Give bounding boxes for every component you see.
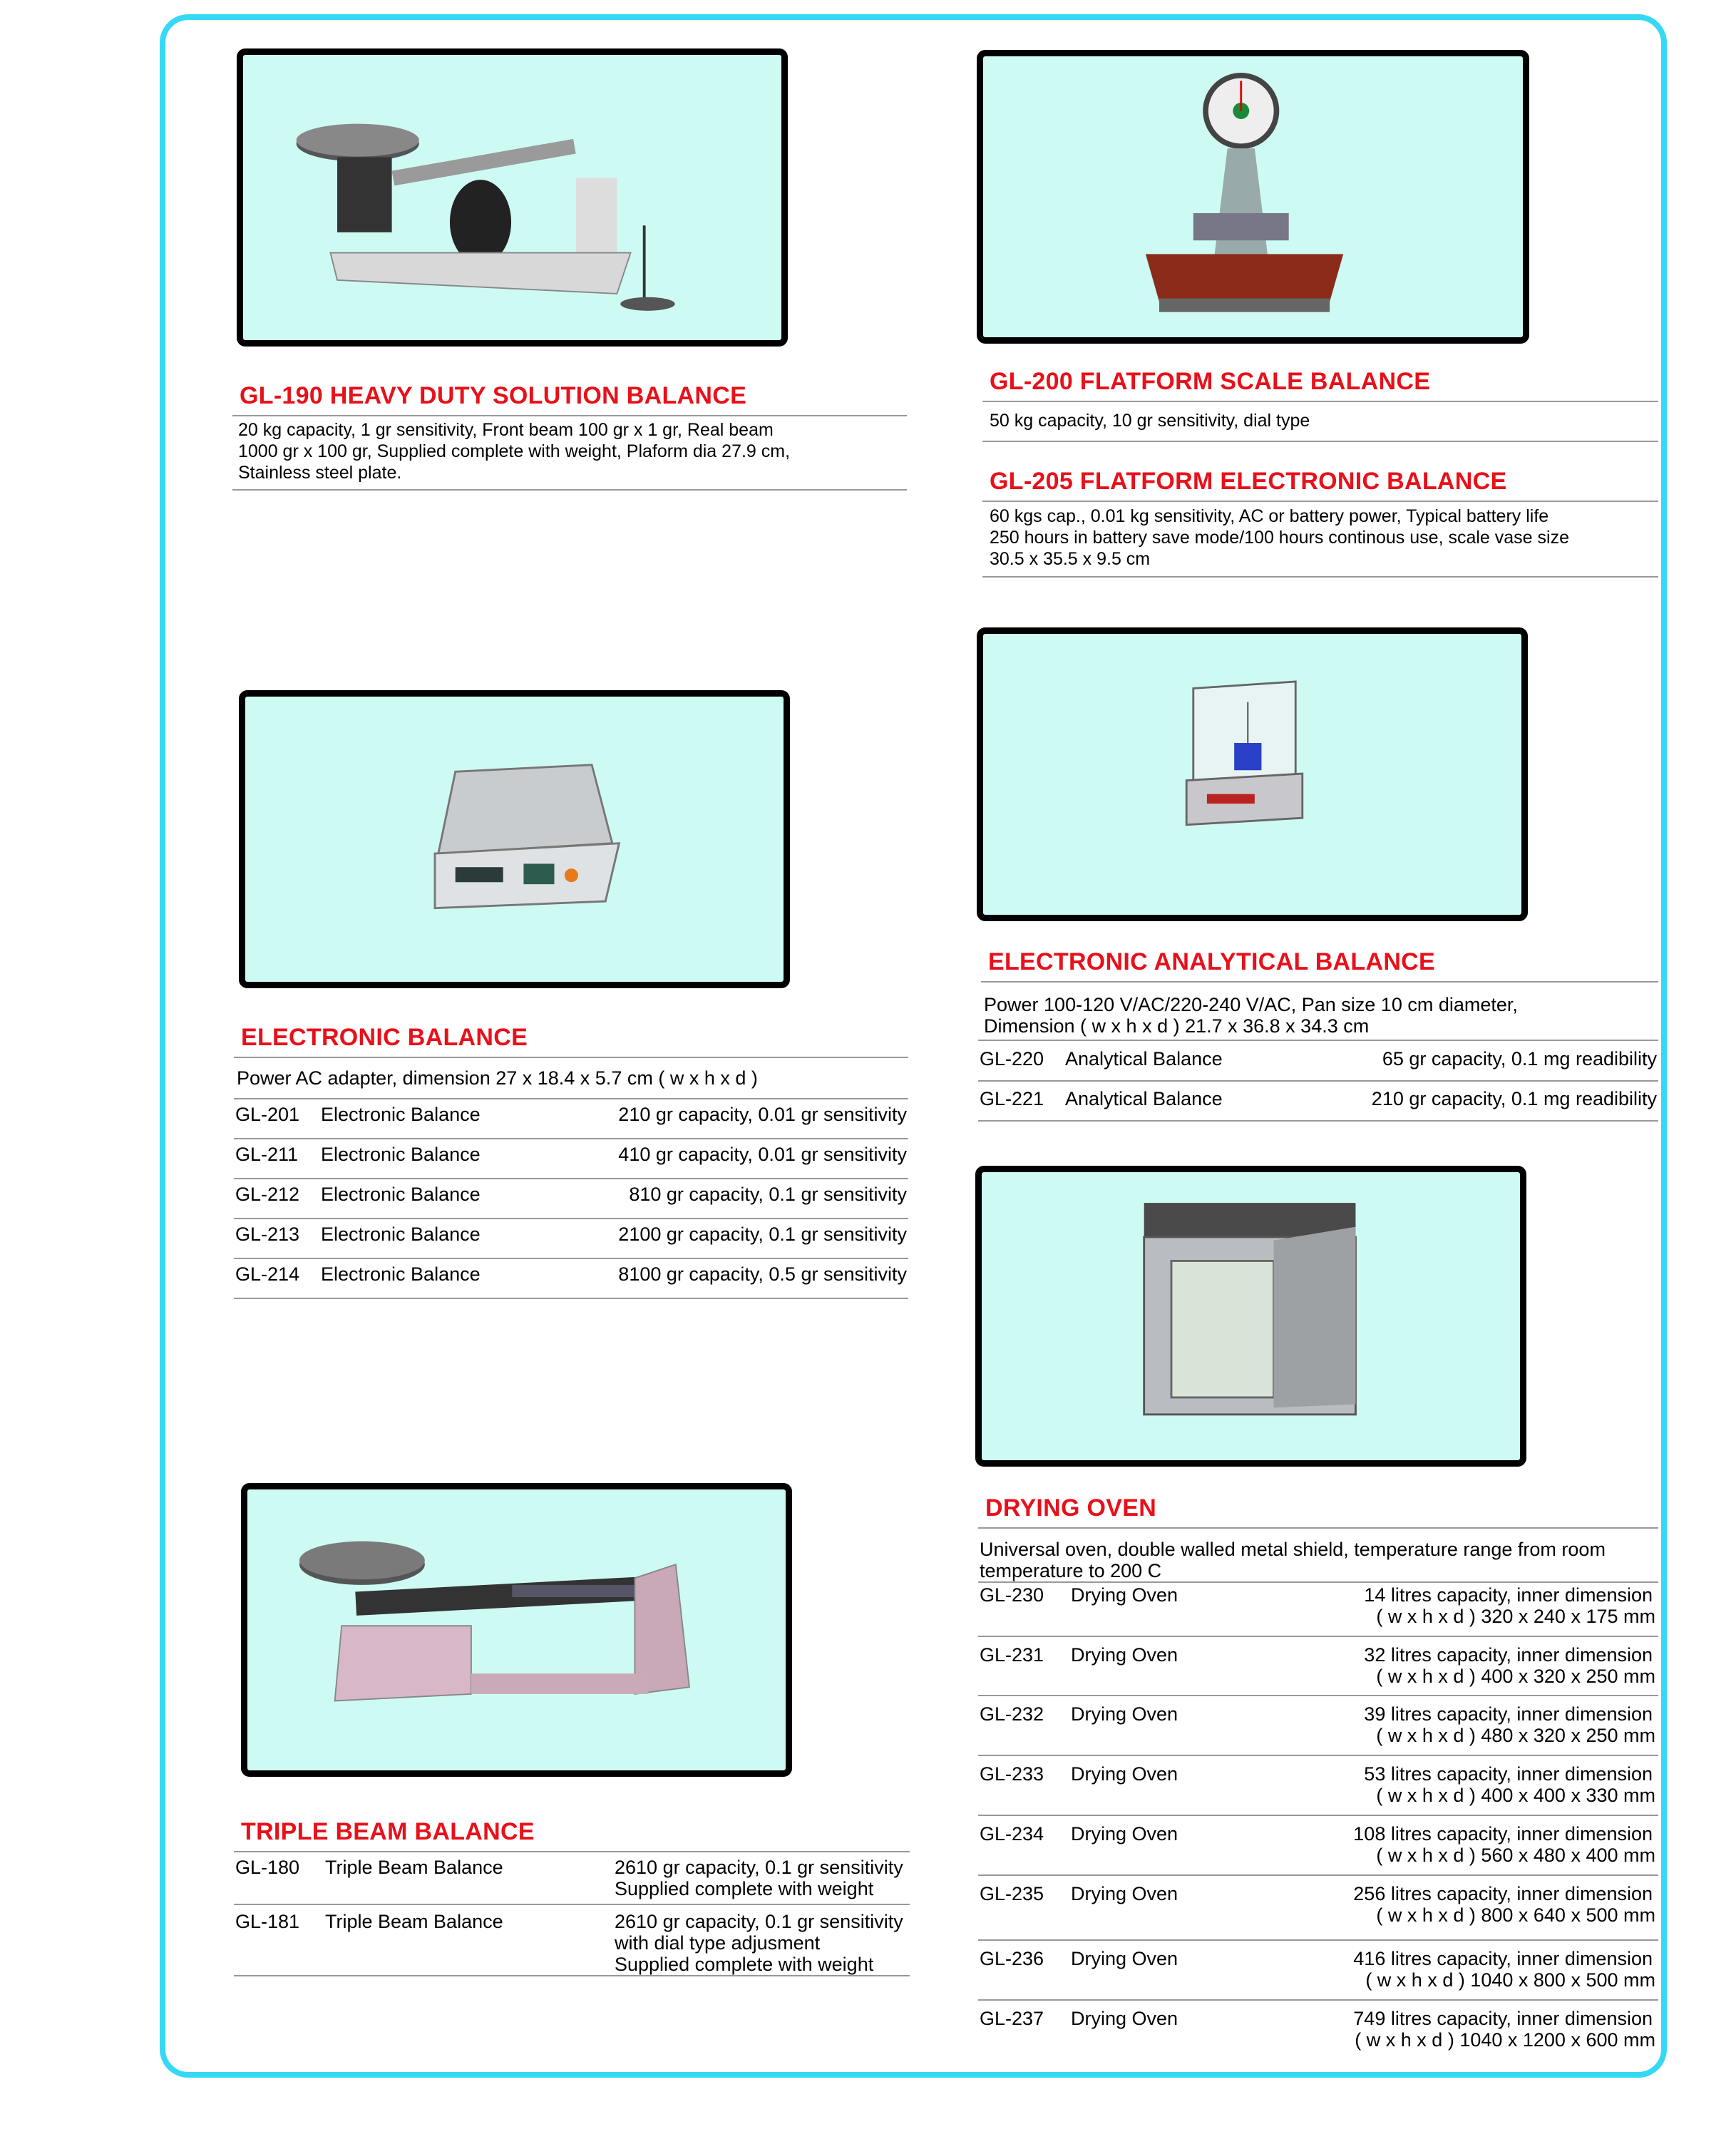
divider	[981, 981, 1658, 983]
product-code: GL-180	[235, 1857, 300, 1878]
product-dimension: ( w x h x d ) 1040 x 1200 x 600 mm	[1355, 2029, 1655, 2051]
product-name: Electronic Balance	[321, 1104, 481, 1125]
divider	[234, 1298, 908, 1299]
table-row	[980, 2008, 1663, 2051]
divider	[982, 441, 1658, 442]
divider	[978, 1080, 1658, 1082]
divider	[978, 1040, 1658, 1041]
product-spec: 2100 gr capacity, 0.1 gr sensitivity	[618, 1224, 907, 1245]
product-spec: 108 litres capacity, inner dimension	[1353, 1823, 1653, 1845]
table-row	[980, 1584, 1663, 1627]
divider	[978, 1755, 1658, 1756]
gl190-desc-line: Stainless steel plate.	[238, 463, 402, 483]
divider	[234, 1218, 908, 1219]
product-spec: 2610 gr capacity, 0.1 gr sensitivity	[615, 1911, 903, 1932]
product-name: Triple Beam Balance	[325, 1911, 503, 1932]
divider	[234, 1975, 910, 1976]
table-row	[980, 1088, 1657, 1109]
product-spec: 14 litres capacity, inner dimension	[1364, 1584, 1653, 1606]
gl200-photo	[977, 50, 1529, 344]
product-code: GL-235	[980, 1883, 1044, 1904]
product-spec: 53 litres capacity, inner dimension	[1364, 1763, 1653, 1785]
electronic-description: Power AC adapter, dimension 27 x 18.4 x 5.7 cm ( w x h x d )	[237, 1067, 758, 1089]
gl205-desc-line: 30.5 x 35.5 x 9.5 cm	[990, 549, 1151, 569]
gl205-desc-line: 250 hours in battery save mode/100 hours continous use, scale vase size	[990, 528, 1569, 548]
product-code: GL-221	[980, 1088, 1044, 1109]
product-spec: 32 litres capacity, inner dimension	[1364, 1644, 1653, 1666]
divider	[978, 1874, 1658, 1876]
divider	[234, 1178, 908, 1179]
triple-beam-photo	[241, 1483, 792, 1777]
product-spec: 8100 gr capacity, 0.5 gr sensitivity	[618, 1263, 907, 1285]
gl190-desc-line: 20 kg capacity, 1 gr sensitivity, Front beam 100 gr x 1 gr, Real beam	[238, 420, 774, 440]
product-code: GL-231	[980, 1644, 1044, 1666]
divider	[978, 1815, 1658, 1816]
gl200-description: 50 kg capacity, 10 gr sensitivity, dial type	[990, 411, 1310, 431]
table-row	[235, 1911, 910, 1975]
electronic-balance-photo	[239, 690, 790, 988]
product-name: Analytical Balance	[1065, 1088, 1223, 1109]
analytical-desc-line: Power 100-120 V/AC/220-240 V/AC, Pan size 10 cm diameter,	[984, 994, 1518, 1015]
product-code: GL-236	[980, 1948, 1044, 1969]
product-spec: with dial type adjusment	[615, 1932, 821, 1954]
divider	[232, 415, 907, 416]
product-name: Analytical Balance	[1065, 1048, 1223, 1070]
product-code: GL-214	[235, 1263, 300, 1285]
product-name: Electronic Balance	[321, 1263, 481, 1285]
divider	[982, 401, 1658, 402]
divider	[982, 501, 1658, 502]
product-spec: 256 litres capacity, inner dimension	[1353, 1883, 1653, 1904]
product-code: GL-232	[980, 1703, 1044, 1725]
product-spec: 210 gr capacity, 0.1 mg readibility	[1371, 1088, 1657, 1109]
analytical-title: ELECTRONIC ANALYTICAL BALANCE	[988, 948, 1436, 975]
divider	[978, 1939, 1658, 1941]
table-row	[235, 1104, 907, 1125]
table-row	[980, 1644, 1663, 1687]
product-dimension: ( w x h x d ) 400 x 400 x 330 mm	[1376, 1785, 1655, 1806]
product-dimension: ( w x h x d ) 1040 x 800 x 500 mm	[1365, 1969, 1655, 1991]
product-spec: 210 gr capacity, 0.01 gr sensitivity	[618, 1104, 907, 1125]
product-code: GL-181	[235, 1911, 300, 1932]
divider	[982, 576, 1658, 578]
divider	[234, 1904, 910, 1905]
oven-description	[980, 1539, 1606, 1581]
product-name: Triple Beam Balance	[325, 1857, 503, 1878]
product-name: Drying Oven	[1071, 1823, 1178, 1845]
product-name: Drying Oven	[1071, 1584, 1178, 1606]
product-name: Drying Oven	[1071, 1883, 1178, 1904]
product-name: Drying Oven	[1071, 2008, 1178, 2029]
oven-desc-line: temperature to 200 C	[980, 1560, 1162, 1581]
gl205-description	[990, 506, 1569, 570]
table-row	[235, 1224, 907, 1245]
divider	[978, 1636, 1658, 1637]
product-name: Drying Oven	[1071, 1703, 1178, 1725]
product-code: GL-237	[980, 2008, 1044, 2029]
gl205-desc-line: 60 kgs cap., 0.01 kg sensitivity, AC or battery power, Typical battery life	[990, 506, 1549, 526]
product-code: GL-201	[235, 1104, 300, 1125]
divider	[978, 1581, 1658, 1583]
product-name: Drying Oven	[1071, 1763, 1178, 1785]
product-dimension: ( w x h x d ) 480 x 320 x 250 mm	[1376, 1725, 1655, 1746]
table-row	[980, 1763, 1663, 1806]
table-row	[235, 1263, 907, 1285]
product-code: GL-220	[980, 1048, 1044, 1070]
divider	[234, 1258, 908, 1259]
product-code: GL-230	[980, 1584, 1044, 1606]
divider	[978, 1527, 1658, 1529]
product-code: GL-234	[980, 1823, 1044, 1845]
table-row	[235, 1144, 907, 1165]
analytical-balance-photo	[977, 627, 1528, 921]
table-row	[980, 1823, 1663, 1866]
gl190-description	[238, 419, 790, 483]
gl190-desc-line: 1000 gr x 100 gr, Supplied complete with weight, Plaform dia 27.9 cm,	[238, 441, 791, 461]
gl200-title: GL-200 FLATFORM SCALE BALANCE	[990, 368, 1431, 395]
table-row	[980, 1948, 1663, 1991]
product-spec: 416 litres capacity, inner dimension	[1353, 1948, 1653, 1969]
product-code: GL-233	[980, 1763, 1044, 1785]
gl205-title: GL-205 FLATFORM ELECTRONIC BALANCE	[990, 468, 1507, 495]
product-spec: 810 gr capacity, 0.1 gr sensitivity	[629, 1184, 907, 1205]
electronic-title: ELECTRONIC BALANCE	[241, 1024, 528, 1051]
product-code: GL-211	[235, 1144, 299, 1165]
product-spec: 65 gr capacity, 0.1 mg readibility	[1382, 1048, 1657, 1070]
product-name: Electronic Balance	[321, 1144, 481, 1165]
gl190-title: GL-190 HEAVY DUTY SOLUTION BALANCE	[240, 382, 747, 409]
product-dimension: ( w x h x d ) 800 x 640 x 500 mm	[1376, 1904, 1655, 1926]
table-row	[980, 1883, 1663, 1926]
divider	[234, 1098, 908, 1099]
gl190-photo	[237, 48, 788, 347]
divider	[234, 1057, 908, 1058]
analytical-desc-line: Dimension ( w x h x d ) 21.7 x 36.8 x 34.3 cm	[984, 1015, 1370, 1037]
divider	[232, 489, 907, 491]
product-spec: 410 gr capacity, 0.01 gr sensitivity	[618, 1144, 907, 1165]
product-name: Drying Oven	[1071, 1644, 1178, 1666]
oven-desc-line: Universal oven, double walled metal shield, temperature range from room	[980, 1539, 1606, 1560]
analytical-description	[984, 994, 1518, 1037]
product-spec: 749 litres capacity, inner dimension	[1353, 2008, 1653, 2029]
product-spec: Supplied complete with weight	[615, 1878, 874, 1899]
product-spec: 39 litres capacity, inner dimension	[1364, 1703, 1653, 1725]
divider	[978, 1695, 1658, 1696]
product-dimension: ( w x h x d ) 400 x 320 x 250 mm	[1376, 1666, 1655, 1687]
table-row	[235, 1857, 910, 1899]
product-spec: 2610 gr capacity, 0.1 gr sensitivity	[615, 1857, 903, 1878]
table-row	[235, 1184, 907, 1205]
divider	[234, 1851, 910, 1852]
divider	[978, 1999, 1658, 2001]
product-spec: Supplied complete with weight	[615, 1954, 874, 1975]
product-code: GL-212	[235, 1184, 300, 1205]
product-name: Electronic Balance	[321, 1184, 481, 1205]
product-code: GL-213	[235, 1224, 300, 1245]
product-name: Drying Oven	[1071, 1948, 1178, 1969]
table-row	[980, 1703, 1663, 1746]
product-dimension: ( w x h x d ) 560 x 480 x 400 mm	[1376, 1845, 1655, 1866]
product-name: Electronic Balance	[321, 1224, 481, 1245]
divider	[978, 1120, 1658, 1122]
oven-title: DRYING OVEN	[985, 1494, 1157, 1522]
divider	[234, 1138, 908, 1139]
drying-oven-photo	[975, 1166, 1526, 1467]
table-row	[980, 1048, 1657, 1070]
triple-title: TRIPLE BEAM BALANCE	[241, 1818, 535, 1845]
product-dimension: ( w x h x d ) 320 x 240 x 175 mm	[1376, 1606, 1655, 1627]
